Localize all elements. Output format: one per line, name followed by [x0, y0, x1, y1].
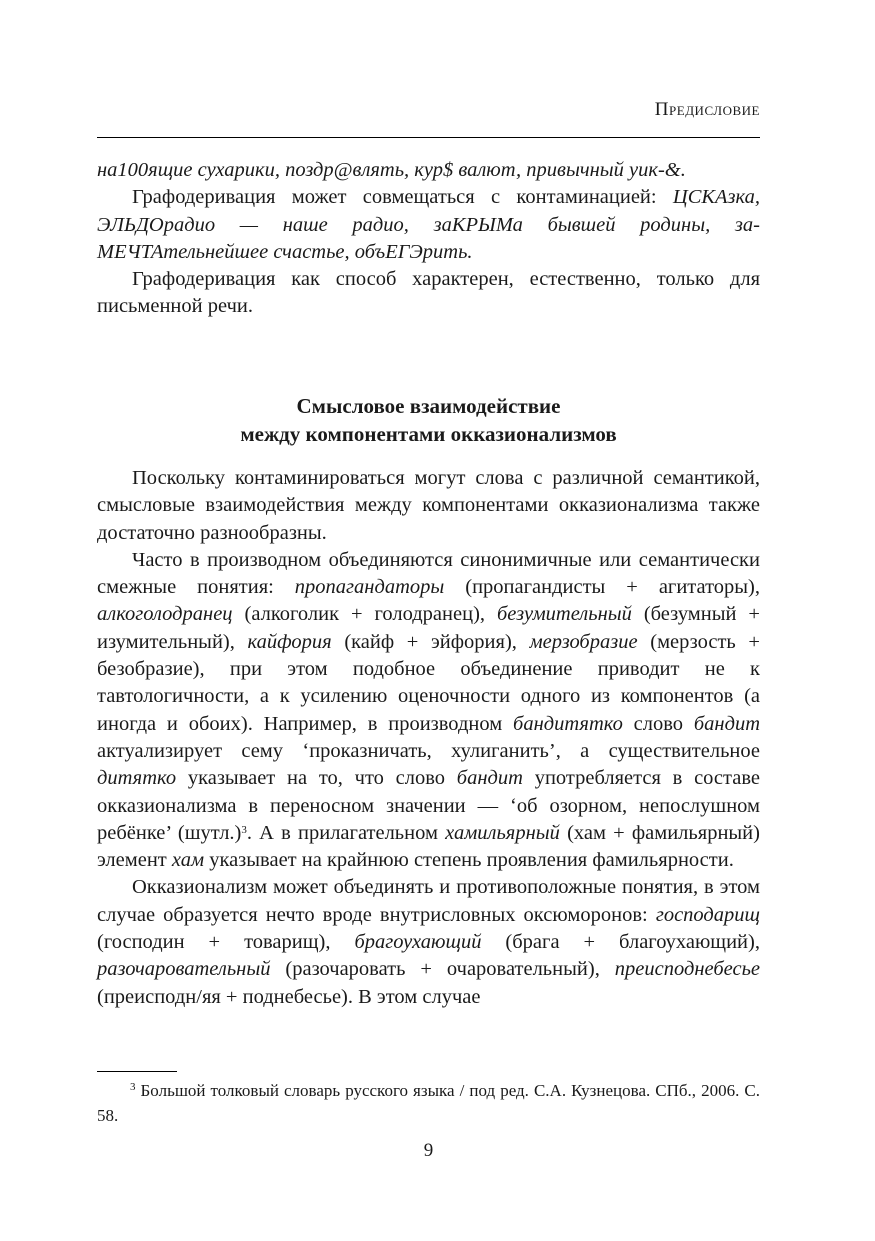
page-number: 9	[423, 1140, 434, 1161]
section-grafoderivation	[97, 157, 760, 321]
footnote-rule	[97, 1071, 177, 1072]
running-head: Предисловие	[654, 99, 760, 120]
paragraph-examples: на100ящие сухарики, поздр@влять, кур$ валют, привычный уик-&.	[97, 159, 686, 181]
footnote	[97, 1079, 760, 1128]
paragraph-written-speech: Графодеривация как способ характерен, естественно, только для письменной речи.	[97, 268, 760, 318]
heading-line-2: между компонентами окказионализмов	[240, 421, 617, 446]
book-page	[97, 0, 760, 1241]
footnote-number: 3	[130, 1081, 136, 1093]
footnote-reference: 3	[241, 823, 247, 836]
paragraph-contamination: Графодеривация может совмещаться с контаминацией: ЦСКАзка, ЭЛЬДОрадио — наше радио, заКРЫМа бывшей родины, заМЕЧТАтельнейшее счастье, объЕГЭрить.	[97, 186, 760, 263]
section-heading	[97, 393, 760, 448]
section-semantic-interaction	[97, 465, 760, 1011]
heading-line-1: Смысловое взаимодействие	[296, 394, 561, 418]
footnote-text: $^3$ Большой толковый словарь русского языка / под ред. С.А. Кузнецова. СПб., 2006. С. 58.	[97, 1081, 760, 1125]
header-rule	[97, 137, 760, 138]
paragraph-semantics: Поскольку контаминироваться могут слова с различной семантикой, смысловые взаимодействия между компонентами окказионализма также достаточно разнообразны.	[97, 467, 760, 544]
paragraph-synonyms: Часто в производном объединяются синонимичные или семантически смежные понятия: пропагандаторы (пропагандисты + агитаторы), алкоголодранец (алкоголик + голодранец), безумительный (безумный + изумительный), кайфория (кайф + эйфория), мерзобразие (мерзость + безобразие), при этом подобное объединение приводит не к тавтологичности, а к усилению оценочности одного из компонентов (а иногда и обоих). Например, в производном бандитятко слово бандит актуализирует сему ‘проказничать, хулиганить’, а существительное дитятко указывает на то, что слово бандит употребляется в составе окказионализма в переносном значении — ‘об озорном, непослушном ребёнке’ (шутл.)$^3$. А в прилагательном хамильярный (хам + фамильярный) элемент хам указывает на крайнюю степень проявления фамильярности.	[97, 548, 760, 872]
paragraph-opposites: Окказионализм может объединять и противоположные понятия, в этом случае образуется нечто вроде внутрисловных оксюморонов: господарищ (господин + товарищ), брагоухающий (брага + благоухающий), разочаровательный (разочаровать + очаровательный), преисподнебесье (преисподн/яя + поднебесье). В этом случае	[97, 876, 760, 1008]
